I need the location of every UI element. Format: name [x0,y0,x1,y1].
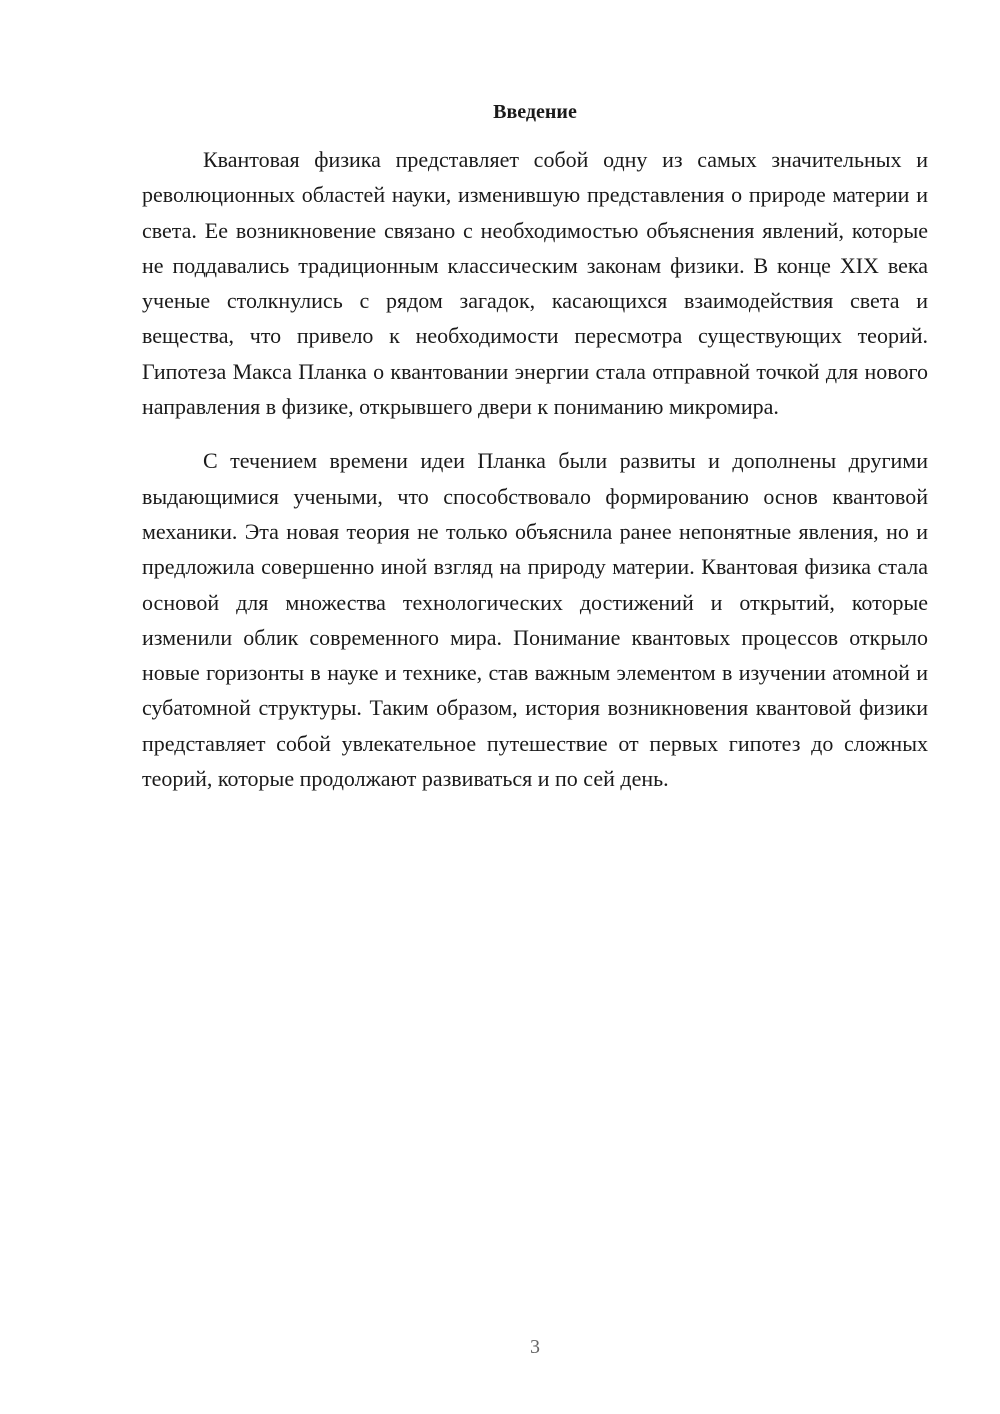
page-number: 3 [530,1336,540,1358]
section-title: Введение [493,101,577,123]
body-text [142,142,928,796]
paragraph-2: С течением времени идеи Планка были развиты и дополнены другими выдающимися учеными, что способствовало формированию основ квантовой механики. Эта новая теория не только объяснила ранее непонятные явления, но и предложила совершенно иной взгляд на природу материи. Квантовая физика стала основой для множества технологических достижений и открытий, которые изменили облик современного мира. Понимание квантовых процессов открыло новые горизонты в науке и технике, став важным элементом в изучении атомной и субатомной структуры. Таким образом, история возникновения квантовой физики представляет собой увлекательное путешествие от первых гипотез до сложных теорий, которые продолжают развиваться и по сей день. [142,448,928,792]
paragraph-1: Квантовая физика представляет собой одну из самых значительных и революционных областей науки, изменившую представления о природе материи и света. Ее возникновение связано с необходимостью объяснения явлений, которые не поддавались традиционным классическим законам физики. В конце XIX века ученые столкнулись с рядом загадок, касающихся взаимодействия света и вещества, что привело к необходимости пересмотра существующих теорий. Гипотеза Макса Планка о квантовании энергии стала отправной точкой для нового направления в физике, открывшего двери к пониманию микромира. [142,147,928,420]
